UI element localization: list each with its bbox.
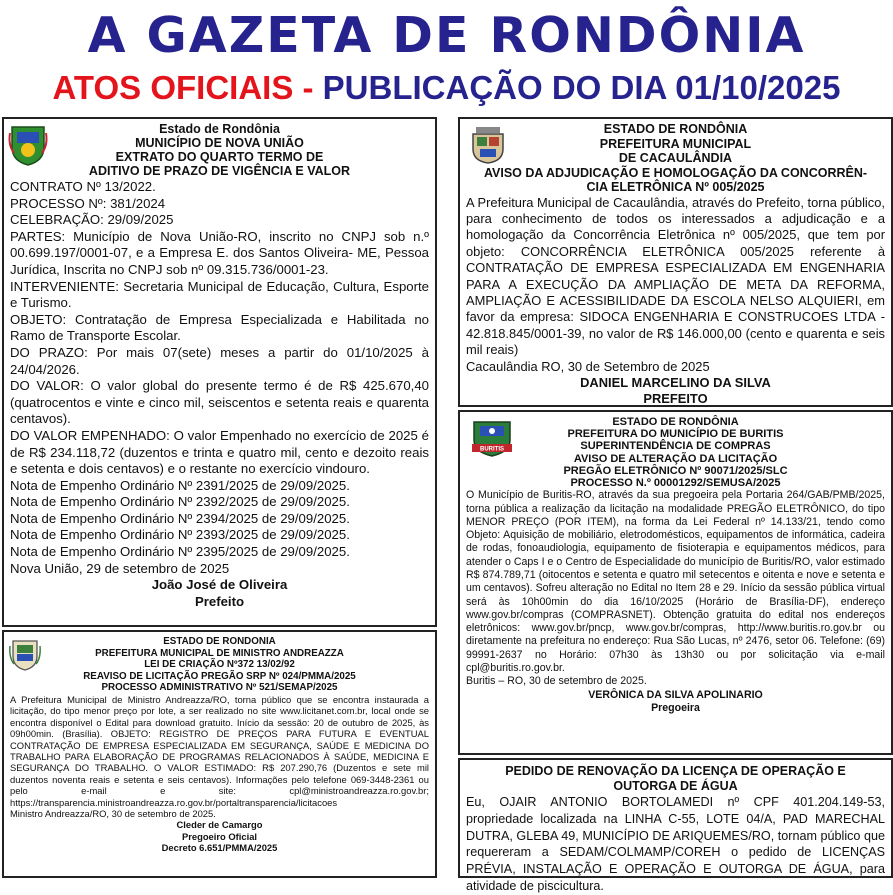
header-line: PREFEITURA MUNICIPAL DE MINISTRO ANDREAZZA — [95, 647, 344, 659]
header-line: ADITIVO DE PRAZO DE VIGÊNCIA E VALOR — [88, 164, 351, 178]
notice-text: A Prefeitura Municipal de Cacaulândia, através do Prefeito, torna público, para conhecimento de todos os interessados a adjudicação e a homologação da Concorrência Eletrônica nº 005/2025, que tem por objeto: CONCORRÊNCIA ELETRÔNICA 005/2025 referente à CONTRATAÇÃO DE EMPRESA ESPECIALIZADA EM ENGENHARIA PARA A EXECUÇÃO DA AMPLIAÇÃO DE META DA REFORMA, AMPLIAÇÃO E ACESSIBILIDADE DA ESCOLA NELSO ALQUIERI, em favor da empresa: SIDOCA ENGENHARIA E CONSTRUCOES LTDA - 42.818.845/0001-39, no valor de R$ 146.000,00 (cento e quarenta e seis mil reais) — [466, 194, 885, 358]
notice-cacaulandia — [458, 117, 893, 407]
header-line: PREFEITURA MUNICIPAL — [599, 136, 752, 151]
notice-text: A Prefeitura Municipal de Ministro Andreazza/RO, torna público que se encontra instaurada a licitação, do tipo menor preço por lote, a ser realizado no site www.licitanet.com.br, local onde se encontra disponível o Edital para download gratuito. Início da sessão: 20 de outubro de 2025, às 09h00min. (Brasília). OBJETO: REGISTRO DE PREÇOS PARA FUTURA E EVENTUAL CONTRATAÇÃO DE EMPRESA ESPECIALIZADA EM SEGURANÇA, SAÚDE E MEDICINA DO TRABALHO PARA ELABORAÇÃO DE PROGRAMAS RELACIONADOS À SAÚDE, MEDICINA E SEGURANÇA DO TRABALHO. O VALOR ESTIMADO: R$ 207.290,76 (Duzentos e sete mil duzentos noventa reais e setenta e seis centavos). Informações pelo telefone 069-3448-2361 ou pelo e-mail e site: cpl@ministroandreazza.ro.gov.br; https://transparencia.ministroandreazza.ro.gov.br/portaltransparencia/licitacoes — [10, 693, 429, 808]
local-data: Cacaulândia RO, 30 de Setembro de 2025 — [466, 358, 710, 374]
licenca-body — [466, 794, 885, 895]
nota-empenho: Nota de Empenho Ordinário Nº 2392/2025 de 29/09/2025. — [10, 494, 350, 510]
contrato: CONTRATO Nº 13/2022. — [10, 179, 156, 194]
valor-empenhado: DO VALOR EMPENHADO: O valor Empenhado no exercício de 2025 é de R$ 234.118,72 (duzentos e trinta e quatro mil, cento e dezoito reais e setenta e dois centavos) e o restante no exercício vindouro. — [10, 427, 429, 477]
andreazza-body — [10, 694, 429, 854]
signer-role: Pregoeira — [651, 701, 700, 714]
header-line: PROCESSO N.º 00001292/SEMUSA/2025 — [570, 477, 781, 490]
objeto: OBJETO: Contratação de Empresa Especializada e Habilitada no Ramo de Transporte Escolar. — [10, 311, 429, 344]
nova-uniao-header — [10, 122, 429, 178]
publication-line — [0, 68, 893, 108]
newspaper-title: A GAZETA DE RONDÔNIA — [87, 7, 806, 64]
header-line: DE CACAULÂNDIA — [618, 151, 733, 165]
celebracao: CELEBRAÇÃO: 29/09/2025 — [10, 212, 174, 228]
processo: PROCESSO Nº: 381/2024 — [10, 195, 166, 211]
notice-text: Eu, OJAIR ANTONIO BORTOLAMEDI nº CPF 401.204.149-53, propriedade localizada na LINHA C-55, LOTE 04/A, PAD MARECHAL DUTRA, GLEBA 49, MUNICÍPIO DE ARIQUEMES/RO, tornam público que requereram a SEDAM/COLMAMP/COREH o pedido de LICENÇAS PRÉVIA, INSTALAÇÃO E OPERAÇÃO E OUTORGA DE ÁGUA, para atividade de piscicultura. — [466, 795, 885, 893]
signer: Cleder de Camargo — [176, 819, 263, 831]
nota-empenho: Nota de Empenho Ordinário Nº 2393/2025 de 29/09/2025. — [10, 527, 350, 543]
signer: VERÔNICA DA SILVA APOLINARIO — [588, 688, 763, 701]
header-line: LEI DE CRIAÇÃO Nº372 13/02/92 — [144, 659, 295, 671]
nota-empenho: Nota de Empenho Ordinário Nº 2391/2025 de 29/09/2025. — [10, 477, 350, 493]
decree: Decreto 6.651/PMMA/2025 — [161, 842, 278, 854]
section-label: ATOS OFICIAIS — [52, 69, 294, 106]
notice-text: O Município de Buritis-RO, através da sua pregoeira pela Portaria 264/GAB/PMB/2025, torna pública a realização da licitação na modalidade PREGÃO ELETRÔNICO, do tipo MENOR PREÇO (POR ITEM), na forma da Lei Federal nº 14.133/21, tendo como Objeto: Aquisição de mobiliário, eletrodomésticos, equipamentos de informática, cadeira de rodas, fonoaudiologia, equipamento de fisioterapia e equipamentos médicos, para atender o Caps I e o Centro de Especialidade do município de Buritis/RO, valor estimado R$ 874.789,71 (oitocentos e setenta e quatro mil setecentos e oitenta e nove e setenta e um centavos). Sofreu alteração no Edital no Item 28 e 29. Início da sessão pública virtual será às 10h00min do dia 16/10/2025 (Horário de Brasília-DF), endereço www.gov.br/compras (COMPRASNET). Obtenção gratuita do edital nos endereços eletrônicos: www.gov.br/pncp, www.gov.br/compras, http://www.buritis.ro.gov.br ou diretamente na prefeitura no endereço: Rua São Lucas, nº 2476, setor 06. Telefone: (69) 99991-2637 no Horário: 07h30 às 13h30 ou por solicitação via e-mail cpl@buritis.ro.gov.br. — [466, 489, 885, 675]
signer: DANIEL MARCELINO DA SILVA — [580, 374, 771, 390]
header-line: PREFEITURA DO MUNICÍPIO DE BURITIS — [567, 428, 784, 441]
valor: DO VALOR: O valor global do presente termo é de R$ 425.670,40 (quatrocentos e vinte e cinco mil, seiscentos e setenta reais e quarenta centavos). — [10, 378, 429, 427]
header-line: MUNICÍPIO DE NOVA UNIÃO — [135, 136, 304, 150]
header-line: CIA ELETRÔNICA Nº 005/2025 — [586, 180, 765, 194]
notice-licenca — [458, 758, 893, 893]
header-line: Estado de Rondônia — [159, 122, 280, 136]
local-data: Ministro Andreazza/RO, 30 de setembro de 2025. — [10, 808, 216, 820]
header-line: PREGÃO ELETRÔNICO Nº 90071/2025/SLC — [563, 464, 788, 477]
header-line: EXTRATO DO QUARTO TERMO DE — [115, 150, 324, 164]
buritis-header — [466, 416, 885, 489]
notice-ministro-andreazza — [2, 630, 437, 878]
header-line: ESTADO DE RONDÔNIA — [612, 416, 739, 428]
signer: João José de Oliveira — [151, 577, 288, 593]
andreazza-header — [10, 636, 429, 694]
header-line: ESTADO DE RONDÔNIA — [603, 122, 748, 136]
cacaulandia-header — [466, 122, 885, 195]
header-line: PROCESSO ADMINISTRATIVO Nº 521/SEMAP/2025 — [101, 682, 338, 694]
local-data: Buritis – RO, 30 de setembro de 2025. — [466, 675, 647, 688]
header-line: AVISO DA ADJUDICAÇÃO E HOMOLOGAÇÃO DA CONCORRÊN- — [483, 165, 868, 180]
header-line: ESTADO DE RONDONIA — [163, 636, 276, 647]
header-line: AVISO DE ALTERAÇÃO DA LICITAÇÃO — [573, 452, 778, 465]
nota-empenho: Nota de Empenho Ordinário Nº 2395/2025 de 29/09/2025. — [10, 544, 350, 560]
signer-role: PREFEITO — [643, 391, 708, 407]
nota-empenho: Nota de Empenho Ordinário Nº 2394/2025 de 29/09/2025. — [10, 510, 350, 526]
prazo: DO PRAZO: Por mais 07(sete) meses a partir do 01/10/2025 à 24/04/2026. — [10, 344, 429, 377]
publication-date: PUBLICAÇÃO DO DIA 01/10/2025 — [322, 69, 841, 106]
signer-role: Pregoeiro Oficial — [181, 830, 258, 842]
header-line: OUTORGA DE ÁGUA — [613, 779, 738, 793]
header-line: SUPERINTENDÊNCIA DE COMPRAS — [580, 440, 771, 453]
buritis-logo-label: BURITIS — [480, 446, 504, 453]
partes: PARTES: Município de Nova União-RO, inscrito no CNPJ sob n.º 00.699.197/0001-07, e a Empresa E. dos Santos Oliveira- ME, Pessoa Jurídica, Inscrita no CNPJ sob nº 09.315.736/0001-23. — [10, 228, 429, 277]
section-separator: - — [293, 69, 323, 106]
header-line: PEDIDO DE RENOVAÇÃO DA LICENÇA DE OPERAÇÃO E — [505, 764, 846, 778]
interveniente: INTERVENIENTE: Secretaria Municipal de Educação, Cultura, Esporte e Turismo. — [10, 278, 429, 311]
notice-buritis — [458, 410, 893, 755]
header-line: REAVISO DE LICITAÇÃO PREGÃO SRP Nº 024/PMMA/2025 — [83, 670, 356, 682]
local-data: Nova União, 29 de setembro de 2025 — [10, 560, 230, 576]
cacaulandia-body — [466, 195, 885, 408]
notice-nova-uniao — [2, 117, 437, 627]
buritis-body — [466, 489, 885, 715]
licenca-header — [466, 764, 885, 794]
nova-uniao-body — [10, 179, 429, 610]
signer-role: Prefeito — [194, 593, 245, 609]
